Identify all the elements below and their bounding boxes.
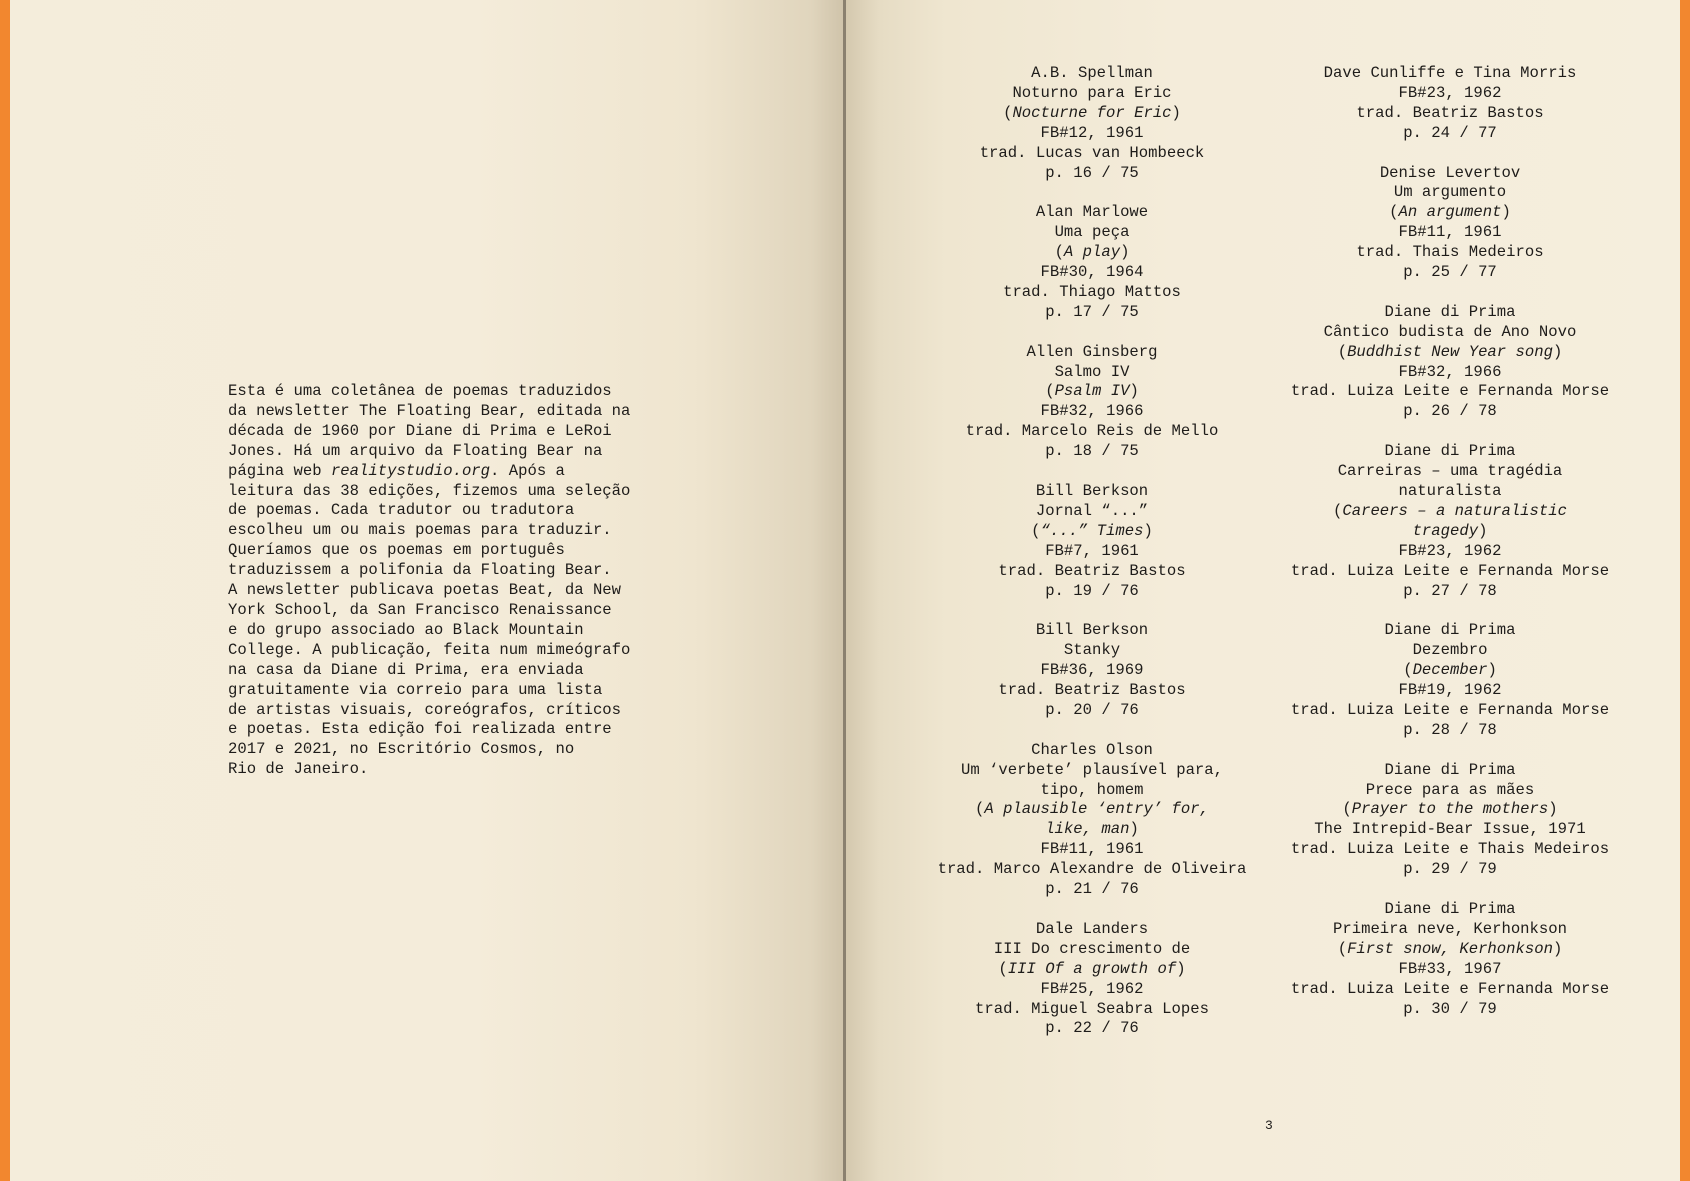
- toc-title: Dezembro: [1412, 641, 1488, 660]
- toc-page-ref: p. 19 / 76: [1045, 581, 1139, 600]
- toc-title: Um ‘verbete’ plausível para,: [960, 760, 1224, 779]
- toc-page-ref: p. 20 / 76: [1045, 700, 1139, 719]
- intro-line: [228, 521, 668, 541]
- intro-line: [228, 561, 668, 581]
- toc-issue: FB#12, 1961: [1040, 123, 1144, 142]
- toc-original-title-text: Buddhist New Year song: [1347, 342, 1553, 361]
- toc-parenthesis: ): [1478, 521, 1488, 540]
- toc-issue: FB#33, 1967: [1398, 959, 1502, 978]
- intro-text-fragment: A newsletter publicava poetas Beat, da New: [228, 581, 622, 600]
- intro-text-fragment: York School, da San Francisco Renaissance: [228, 600, 612, 619]
- toc-original-title: [1280, 343, 1620, 363]
- toc-entry: [1280, 761, 1620, 880]
- toc-page-ref: p. 26 / 78: [1403, 402, 1497, 421]
- toc-original-title: [922, 522, 1262, 542]
- toc-original-title: [1280, 940, 1620, 960]
- toc-original-title-text: like, man: [1045, 820, 1130, 839]
- toc-parenthesis: ): [1501, 203, 1511, 222]
- toc-original-title: [922, 104, 1262, 124]
- toc-parenthesis: (: [1003, 103, 1013, 122]
- toc-author: Diane di Prima: [1384, 442, 1516, 461]
- toc-translator: trad. Marco Alexandre de Oliveira: [937, 860, 1247, 879]
- toc-original-title-text: A plausible ‘entry’ for,: [984, 800, 1209, 819]
- toc-translator: trad. Luiza Leite e Thais Medeiros: [1290, 840, 1610, 859]
- table-of-contents-column-left: [922, 64, 1262, 1059]
- toc-author: A.B. Spellman: [1031, 64, 1153, 82]
- intro-text-fragment: na casa da Diane di Prima, era enviada: [228, 660, 584, 679]
- toc-page-ref: p. 17 / 75: [1045, 302, 1139, 321]
- toc-entry: [922, 741, 1262, 900]
- toc-title: Prece para as mães: [1365, 780, 1535, 799]
- toc-issue: FB#7, 1961: [1045, 541, 1139, 560]
- toc-original-title: [922, 382, 1262, 402]
- toc-original-title-text: tragedy: [1412, 521, 1479, 540]
- toc-author: Alan Marlowe: [1035, 203, 1149, 222]
- toc-translator: trad. Luiza Leite e Fernanda Morse: [1290, 979, 1610, 998]
- toc-translator: trad. Thiago Mattos: [1003, 282, 1181, 301]
- toc-parenthesis: (: [1333, 501, 1343, 520]
- toc-issue: FB#23, 1962: [1398, 83, 1502, 102]
- toc-title: Primeira neve, Kerhonkson: [1333, 919, 1567, 938]
- toc-entry: [922, 621, 1262, 721]
- toc-issue: FB#11, 1961: [1398, 223, 1502, 242]
- intro-line: [228, 422, 668, 442]
- toc-original-title-text: “...” Times: [1040, 521, 1144, 540]
- toc-author: Allen Ginsberg: [1026, 342, 1158, 361]
- toc-original-title-text: Nocturne for Eric: [1012, 103, 1172, 122]
- toc-author: Dale Landers: [1035, 919, 1149, 938]
- intro-text-fragment: leitura das 38 edições, fizemos uma seleção: [228, 481, 631, 500]
- toc-translator: trad. Luiza Leite e Fernanda Morse: [1290, 561, 1610, 580]
- toc-translator: trad. Beatriz Bastos: [998, 561, 1186, 580]
- toc-original-title: [1280, 502, 1620, 522]
- toc-title: Noturno para Eric: [1012, 83, 1172, 102]
- toc-page-ref: p. 30 / 79: [1403, 999, 1497, 1018]
- toc-parenthesis: ): [1487, 661, 1497, 680]
- toc-original-title: [922, 960, 1262, 980]
- toc-parenthesis: ): [1120, 243, 1130, 262]
- toc-entry: [1280, 64, 1620, 144]
- toc-entry: [922, 64, 1262, 183]
- intro-line: [228, 740, 668, 760]
- toc-title: Carreiras – uma tragédia: [1337, 462, 1563, 481]
- toc-page-ref: p. 18 / 75: [1045, 442, 1139, 461]
- toc-entry: [922, 920, 1262, 1039]
- toc-original-title: [922, 820, 1262, 840]
- intro-text-fragment: de poemas. Cada tradutor ou tradutora: [228, 501, 575, 520]
- toc-issue: FB#36, 1969: [1040, 661, 1144, 680]
- toc-issue: The Intrepid-Bear Issue, 1971: [1314, 820, 1586, 839]
- toc-author: Diane di Prima: [1384, 760, 1516, 779]
- toc-parenthesis: (: [998, 959, 1008, 978]
- toc-parenthesis: (: [1403, 661, 1413, 680]
- intro-text-fragment: década de 1960 por Diane di Prima e LeRoi: [228, 421, 612, 440]
- toc-page-ref: p. 28 / 78: [1403, 720, 1497, 739]
- intro-line: [228, 720, 668, 740]
- toc-title: tipo, homem: [1040, 780, 1144, 799]
- toc-parenthesis: ): [1176, 959, 1186, 978]
- toc-issue: FB#32, 1966: [1398, 362, 1502, 381]
- toc-issue: FB#32, 1966: [1040, 402, 1144, 421]
- toc-page-ref: p. 22 / 76: [1045, 1019, 1139, 1038]
- toc-parenthesis: ): [1143, 521, 1153, 540]
- toc-author: Diane di Prima: [1384, 621, 1516, 640]
- toc-parenthesis: (: [1045, 382, 1055, 401]
- intro-link-text: realitystudio.org: [330, 461, 491, 480]
- toc-translator: trad. Luiza Leite e Fernanda Morse: [1290, 700, 1610, 719]
- toc-author: Dave Cunliffe e Tina Morris: [1323, 64, 1577, 82]
- toc-entry: [922, 482, 1262, 601]
- intro-line: [228, 382, 668, 402]
- toc-parenthesis: (: [1337, 939, 1348, 958]
- intro-line: [228, 581, 668, 601]
- intro-text-fragment: Rio de Janeiro.: [228, 760, 369, 779]
- toc-page-ref: p. 16 / 75: [1045, 163, 1139, 182]
- toc-title: Salmo IV: [1054, 362, 1130, 381]
- page-number: 3: [1265, 1118, 1273, 1133]
- toc-original-title: [922, 243, 1262, 263]
- toc-parenthesis: ): [1548, 800, 1558, 819]
- toc-page-ref: p. 29 / 79: [1403, 860, 1497, 879]
- toc-page-ref: p. 21 / 76: [1045, 880, 1139, 899]
- toc-original-title-text: Prayer to the mothers: [1351, 800, 1549, 819]
- intro-line: [228, 501, 668, 521]
- toc-entry: [1280, 303, 1620, 422]
- intro-text-fragment: Jones. Há um arquivo da Floating Bear na: [228, 441, 603, 460]
- toc-issue: FB#11, 1961: [1040, 840, 1144, 859]
- toc-title: naturalista: [1398, 481, 1502, 500]
- toc-issue: FB#30, 1964: [1040, 263, 1144, 282]
- toc-original-title-text: III Of a growth of: [1007, 959, 1177, 978]
- toc-author: Denise Levertov: [1379, 163, 1521, 182]
- toc-entry: [922, 343, 1262, 462]
- intro-line: [228, 621, 668, 641]
- toc-parenthesis: (: [1031, 521, 1041, 540]
- toc-entry: [1280, 164, 1620, 283]
- left-page: [10, 0, 844, 1181]
- toc-title: Uma peça: [1054, 223, 1130, 242]
- intro-text-fragment: College. A publicação, feita num mimeógrafo: [228, 640, 631, 659]
- toc-author: Diane di Prima: [1384, 302, 1516, 321]
- toc-entry: [1280, 621, 1620, 740]
- table-of-contents-column-right: [1280, 64, 1620, 1039]
- intro-line: [228, 681, 668, 701]
- toc-issue: FB#19, 1962: [1398, 681, 1502, 700]
- toc-original-title-text: First snow, Kerhonkson: [1347, 939, 1553, 958]
- intro-text-fragment: . Após a: [490, 461, 565, 480]
- toc-author: Bill Berkson: [1035, 621, 1149, 640]
- toc-title: Um argumento: [1393, 183, 1507, 202]
- intro-line: [228, 442, 668, 462]
- intro-line: [228, 601, 668, 621]
- toc-page-ref: p. 25 / 77: [1403, 263, 1497, 282]
- intro-text-fragment: e poetas. Esta edição foi realizada entre: [228, 720, 612, 739]
- toc-original-title-text: An argument: [1398, 203, 1502, 222]
- toc-parenthesis: ): [1171, 103, 1181, 122]
- toc-parenthesis: ): [1129, 820, 1139, 839]
- toc-original-title: [1280, 800, 1620, 820]
- toc-title: Cântico budista de Ano Novo: [1323, 322, 1577, 341]
- intro-text-fragment: da newsletter The Floating Bear, editada na: [228, 401, 631, 420]
- toc-entry: [1280, 442, 1620, 601]
- toc-parenthesis: (: [1389, 203, 1399, 222]
- toc-parenthesis: (: [1337, 342, 1348, 361]
- toc-translator: trad. Marcelo Reis de Mello: [965, 422, 1219, 441]
- toc-translator: trad. Thais Medeiros: [1356, 243, 1544, 262]
- intro-text-fragment: Esta é uma coletânea de poemas traduzidos: [228, 382, 612, 400]
- toc-original-title: [1280, 522, 1620, 542]
- toc-title: III Do crescimento de: [993, 939, 1191, 958]
- toc-author: Charles Olson: [1031, 740, 1153, 759]
- toc-translator: trad. Miguel Seabra Lopes: [975, 999, 1209, 1018]
- intro-paragraph: [228, 382, 668, 780]
- toc-translator: trad. Luiza Leite e Fernanda Morse: [1290, 382, 1610, 401]
- intro-line: [228, 482, 668, 502]
- toc-original-title-text: Careers – a naturalistic: [1342, 501, 1567, 520]
- toc-original-title: [1280, 661, 1620, 681]
- intro-line: [228, 541, 668, 561]
- intro-text-fragment: Queríamos que os poemas em português: [228, 541, 565, 560]
- toc-issue: FB#25, 1962: [1040, 979, 1144, 998]
- toc-parenthesis: ): [1552, 342, 1563, 361]
- toc-translator: trad. Lucas van Hombeeck: [979, 143, 1205, 162]
- intro-line: [228, 402, 668, 422]
- toc-author: Diane di Prima: [1384, 899, 1516, 918]
- intro-text-fragment: página web: [228, 461, 331, 480]
- intro-text-fragment: de artistas visuais, coreógrafos, críticos: [228, 700, 622, 719]
- toc-original-title-text: December: [1412, 661, 1488, 680]
- intro-line: [228, 462, 668, 482]
- toc-translator: trad. Beatriz Bastos: [998, 681, 1186, 700]
- toc-original-title: [1280, 203, 1620, 223]
- toc-translator: trad. Beatriz Bastos: [1356, 103, 1544, 122]
- intro-text-fragment: 2017 e 2021, no Escritório Cosmos, no: [228, 740, 575, 759]
- toc-page-ref: p. 27 / 78: [1403, 581, 1497, 600]
- toc-parenthesis: ): [1552, 939, 1563, 958]
- intro-text-fragment: gratuitamente via correio para uma lista: [228, 680, 603, 699]
- intro-line: [228, 701, 668, 721]
- toc-original-title-text: Psalm IV: [1054, 382, 1130, 401]
- intro-text-fragment: traduzissem a polifonia da Floating Bear.: [228, 561, 612, 580]
- toc-title: Jornal “...”: [1035, 501, 1149, 520]
- toc-parenthesis: ): [1129, 382, 1139, 401]
- intro-line: [228, 760, 668, 780]
- toc-parenthesis: (: [1054, 243, 1064, 262]
- toc-entry: [1280, 900, 1620, 1019]
- intro-line: [228, 641, 668, 661]
- toc-parenthesis: (: [975, 800, 985, 819]
- toc-parenthesis: (: [1342, 800, 1352, 819]
- toc-original-title: [922, 800, 1262, 820]
- intro-text-fragment: e do grupo associado ao Black Mountain: [228, 620, 584, 639]
- toc-author: Bill Berkson: [1035, 481, 1149, 500]
- toc-original-title-text: A play: [1063, 243, 1121, 262]
- intro-text-fragment: escolheu um ou mais poemas para traduzir.: [228, 521, 612, 540]
- toc-entry: [922, 203, 1262, 322]
- book-spread: [10, 0, 1680, 1181]
- toc-title: Stanky: [1063, 641, 1121, 660]
- toc-issue: FB#23, 1962: [1398, 541, 1502, 560]
- toc-page-ref: p. 24 / 77: [1403, 123, 1497, 142]
- intro-line: [228, 661, 668, 681]
